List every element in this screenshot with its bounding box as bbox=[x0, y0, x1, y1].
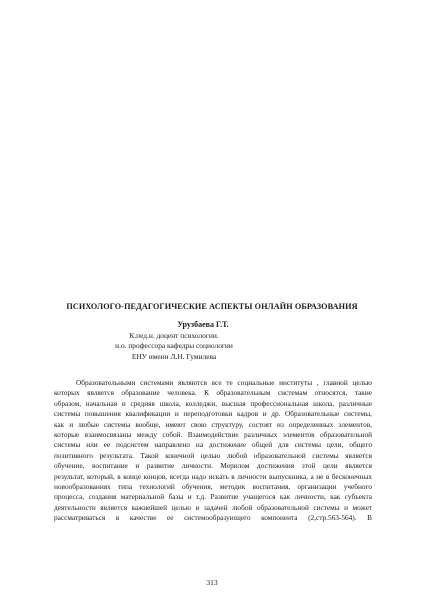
author-affiliation-line: и.о. профессора кафедры социологии bbox=[115, 341, 233, 351]
author-affiliation-line: ЕНУ имени Л.Н. Гумилева bbox=[131, 351, 217, 361]
body-line: как и любые системы вообще, имеют свою структуру, состоят из определенных элементов, bbox=[54, 419, 372, 429]
body-line: новообразованиях типа технологий обучения, методик воспитания, организации учебного bbox=[54, 481, 372, 491]
body-line: системы или ее подсистем направлено на достижение общей для системы цели, общего bbox=[54, 440, 372, 450]
body-paragraph bbox=[54, 378, 372, 523]
body-line: которые взаимосвязаны между собой. Взаимодействие различных элементов образовательной bbox=[54, 429, 372, 439]
page-number: 313 bbox=[206, 578, 218, 587]
body-line: системы повышения квалификации и переподготовки кадров и др. Образовательные системы, bbox=[54, 409, 372, 419]
body-line: результат, который, в конце концов, всегда надо искать в личности выпускника, а не в бесконечных bbox=[54, 471, 372, 481]
body-line: Образовательными системами являются все те социальные институты , главной целью bbox=[76, 378, 372, 387]
author-affiliation-line: К.пед.н. доцент психологии. bbox=[129, 330, 219, 340]
body-line: позитивного результата. Такой конечной целью любой образовательной системы является bbox=[54, 450, 372, 460]
body-line: рассматриваться в качестве ее системообразующего компонента (2,стр.563-564). В bbox=[54, 513, 372, 523]
body-line: которых является образование человека. К образовательным системам относятся, такие bbox=[54, 388, 372, 398]
author-name: Урузбаева Г.Т. bbox=[177, 320, 229, 329]
body-line: образом, начальная и средняя школа, колледжи, высшая профессиональная школа, различные bbox=[54, 398, 372, 408]
article-title: ПСИХОЛОГО-ПЕДАГОГИЧЕСКИЕ АСПЕКТЫ ОНЛАЙН ОБРАЗОВАНИЯ bbox=[66, 302, 358, 311]
author-block bbox=[74, 320, 274, 362]
body-line: процесса, создания материальной базы и т.д. Развитие учащегося как личности, как субъекта bbox=[54, 492, 372, 502]
body-line: деятельности является важнейшей целью и задачей любой образовательной системы и может bbox=[54, 502, 372, 512]
body-line: обучение, воспитание и развитие личности. Мерилом достижения этой цели является bbox=[54, 461, 372, 471]
